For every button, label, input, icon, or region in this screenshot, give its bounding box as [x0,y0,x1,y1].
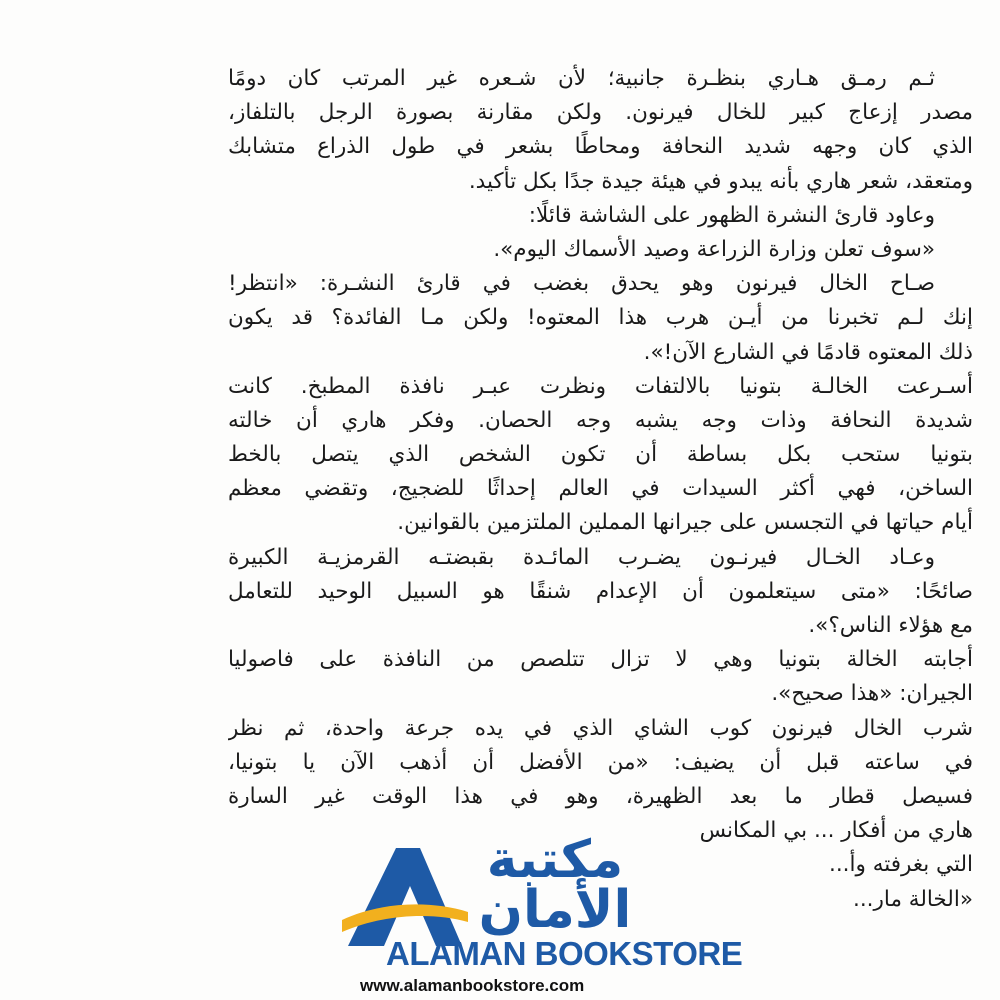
text-line: ذلك المعتوه قادمًا في الشارع الآن!». [643,339,973,365]
watermark-arabic-line2: الأمان [478,880,632,940]
text-line: مع هؤلاء الناس؟». [808,613,973,638]
text-line: شديدة النحافة وذات وجه يشبه وجه الحصان. وفكر هاري أن خالته [228,407,973,433]
text-line: ثـم رمـق هـاري بنظـرة جانبية؛ لأن شـعره غير المرتب كان دومًا [228,66,935,91]
watermark-arabic-name [450,830,660,940]
text-line: أيام حياتها في التجسس على جيرانها المملين الملتزمين بالقوانين. [397,510,973,536]
text-line: صـاح الخال فيرنون وهو يحدق بغضب في قارئ النشـرة: «انتظر! [228,271,935,297]
text-line: «الخالة مار... [853,886,973,912]
text-line: الجيران: «هذا صحيح». [771,681,973,707]
text-line: فسيصل قطار ما بعد الظهيرة، وهو في هذا الوقت غير السارة [228,783,973,809]
text-line: الساخن، فهي أكثر السيدات في العالم إحداثًا للضجيج، وتقضي معظم [228,476,973,502]
text-line: وعـاد الخـال فيرنـون يضـرب المائـدة بقبضتـه القرمزيـة الكبيرة [228,544,935,570]
watermark-url: www.alamanbookstore.com [360,976,585,995]
text-line: إنك لـم تخبرنا من أيـن هرب هذا المعتوه! ولكن مـا الفائدة؟ قد يكون [228,305,973,331]
text-line: وعاود قارئ النشرة الظهور على الشاشة قائلًا: [528,202,935,228]
watermark-latin-name: ALAMAN BOOKSTORE [386,935,743,972]
text-line: الذي كان وجهه شديد النحافة ومحاطًا بشعر في طول الذراع متشابك [228,134,973,160]
text-line: شرب الخال فيرنون كوب الشاي الذي في يده جرعة واحدة، ثم نظر [228,715,973,741]
page-text [228,62,973,917]
text-line: أسـرعت الخالـة بتونيا بالالتفات ونظرت عبـر نافذة المطبخ. كانت [228,373,973,399]
text-line: التي بغرفته وأ... [829,852,973,878]
text-line: أجابته الخالة بتونيا وهي لا تزال تتلصص من النافذة على فاصوليا [228,647,973,673]
text-line: صائحًا: «متى سيتعلمون أن الإعدام شنقًا هو السبيل الوحيد للتعامل [228,578,973,604]
text-line: مصدر إزعاج كبير للخال فيرنون. ولكن مقارنة بصورة الرجل بالتلفاز، [228,100,973,126]
text-line: «سوف تعلن وزارة الزراعة وصيد الأسماك اليوم». [493,236,935,262]
text-line: في ساعته قبل أن يضيف: «من الأفضل أن أذهب الآن يا بتونيا، [228,749,973,775]
text-line: بتونيا ستحب بكل بساطة أن تكون الشخص الذي يتصل بالخط [228,442,973,468]
watermark-arabic-line1: مكتبة [486,830,624,890]
text-line: ومتعقد، شعر هاري بأنه يبدو في هيئة جيدة جدًا بكل تأكيد. [468,168,973,194]
text-line: هاري من أفكار ... بي المكانس [699,818,973,844]
